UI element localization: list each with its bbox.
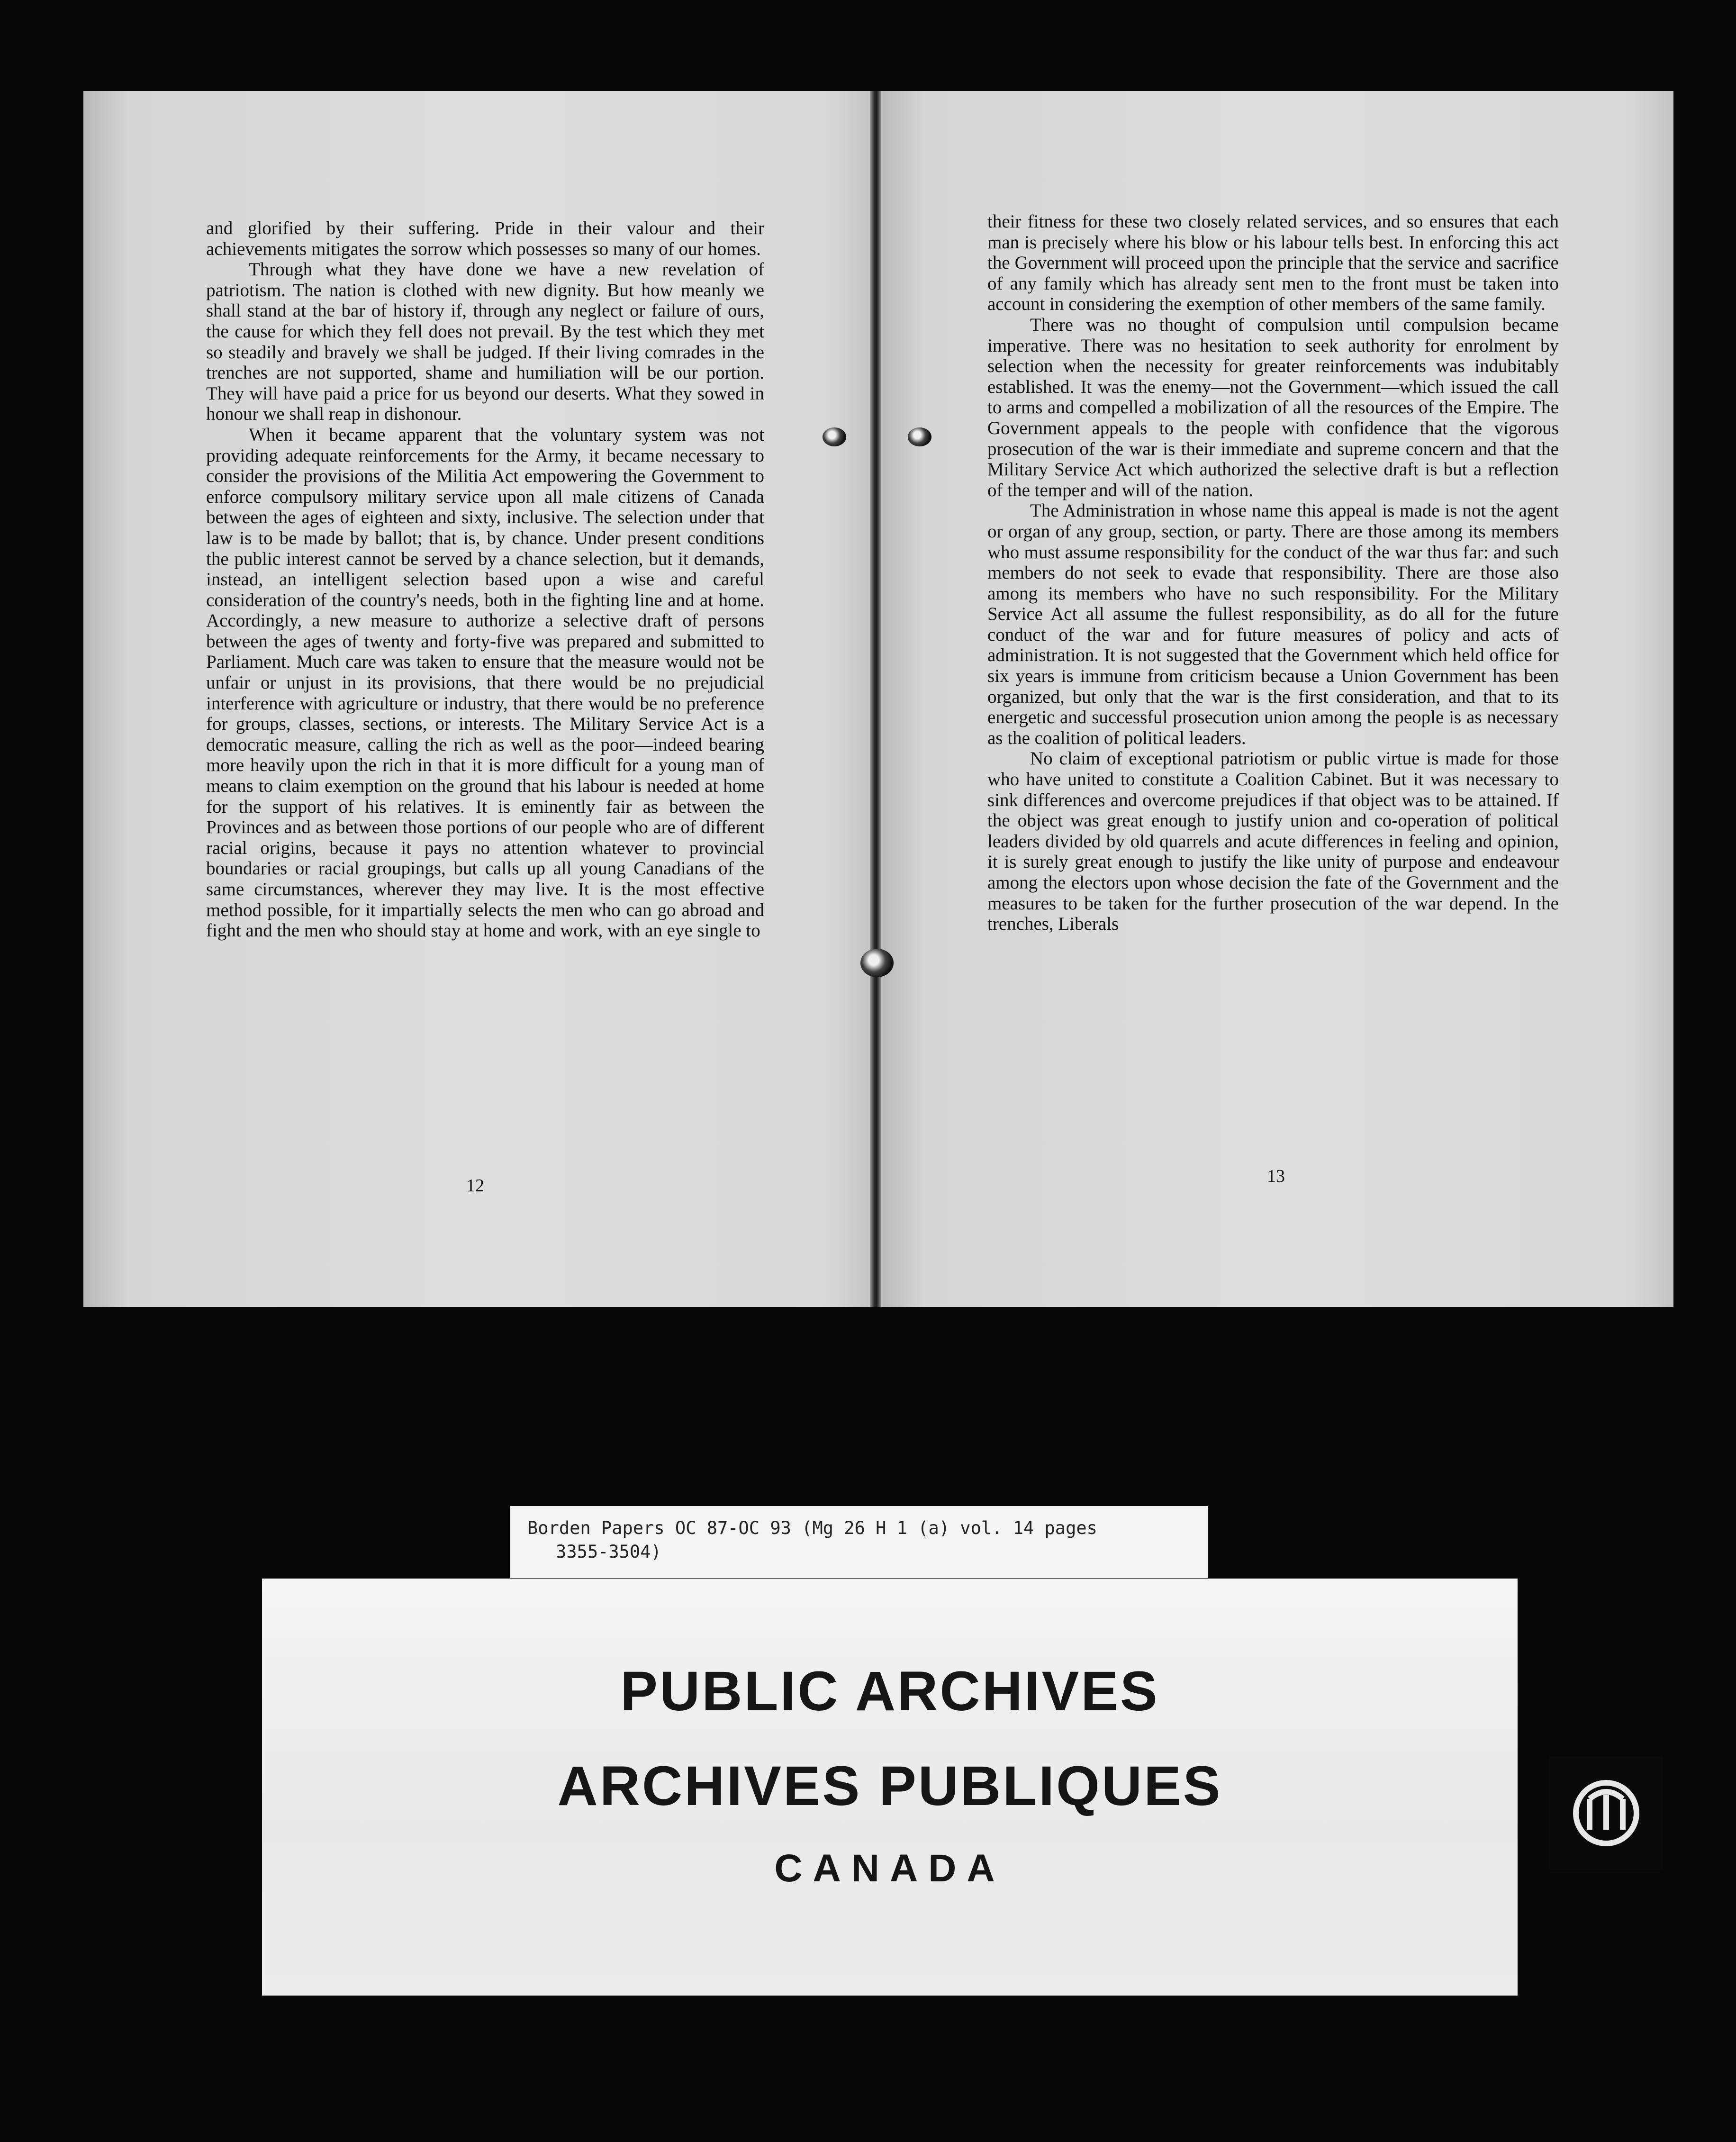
- microfilm-logo: [1549, 1756, 1663, 1870]
- right-page: [878, 91, 1673, 1307]
- paragraph: their fitness for these two closely related services, and so ensures that each man is precisely where his blow or his labour tells best. In enforcing this act the Government will proceed upon the principle that the service and sacrifice of any family which has already sent men to the front must be taken into account in considering the exemption of other members of the same family.: [987, 211, 1559, 315]
- left-page: [83, 91, 872, 1307]
- page-number: 12: [466, 1176, 484, 1196]
- staple-hole-icon: [908, 427, 931, 446]
- paragraph: No claim of exceptional patriotism or public virtue is made for those who have united to constitute a Coalition Cabinet. But it was necessary to sink differences and overcome prejudices if that object was to be attained. If the object was great enough to justify union and co-operation of political leaders divided by old quarrels and acute differences in feeling and opinion, it is surely great enough to justify the like unity of purpose and endeavour among the electors upon whose decision the fate of the Government and the measures to be taken for the further prosecution of the war depend. In the trenches, Liberals: [987, 748, 1559, 935]
- paragraph: There was no thought of compulsion until compulsion became imperative. There was no hesitation to seek authority for enrolment by selection when the necessity for greater reinforcements was indubitably established. It was the enemy—not the Government—which issued the call to arms and compelled a mobilization of all the resources of the Empire. The Government appeals to the people with confidence that the vigorous prosecution of the war is their immediate and supreme concern and that the Military Service Act which authorized the selective draft is but a reflection of the temper and will of the nation.: [987, 314, 1559, 500]
- archives-card: [262, 1579, 1518, 1996]
- staple-hole-icon: [860, 949, 894, 977]
- microfilm-logo-icon: [1568, 1766, 1644, 1861]
- reference-line: Borden Papers OC 87-OC 93 (Mg 26 H 1 (a) vol. 14 pages: [527, 1518, 1097, 1538]
- page-number: 13: [1267, 1166, 1285, 1186]
- staple-hole-icon: [823, 427, 846, 446]
- book-gutter: [870, 91, 881, 1307]
- card-country: CANADA: [774, 1847, 1005, 1890]
- right-page-text: [987, 211, 1559, 935]
- paragraph: and glorified by their suffering. Pride in their valour and their achievements mitigates the sorrow which possesses so many of our homes.: [206, 218, 764, 259]
- paragraph: Through what they have done we have a new revelation of patriotism. The nation is clothed with new dignity. But how meanly we shall stand at the bar of history if, through any neglect or failure of ours, the cause for which they fell does not prevail. By the test which they met so steadily and bravely we shall be judged. If their living comrades in the trenches are not supported, shame and humiliation will be our portion. They will have paid a price for us beyond our deserts. What they sowed in honour we shall reap in dishonour.: [206, 259, 764, 425]
- reference-slip: [510, 1506, 1208, 1578]
- book-spread: [83, 91, 1673, 1307]
- card-title-english: PUBLIC ARCHIVES: [620, 1660, 1159, 1723]
- reference-line: 3355-3504): [556, 1542, 661, 1562]
- paragraph: When it became apparent that the voluntary system was not providing adequate reinforcements for the Army, it became necessary to consider the provisions of the Militia Act empowering the Government to enforce compulsory military service upon all male citizens of Canada between the ages of eighteen and sixty, inclusive. The selection under that law is to be made by ballot; that is, by chance. Under present conditions the public interest cannot be served by a chance selection, but it demands, instead, an intelligent selection based upon a wise and careful consideration of the country's needs, both in the fighting line and at home. Accordingly, a new measure to authorize a selective draft of persons between the ages of twenty and forty-five was prepared and submitted to Parliament. Much care was taken to ensure that the measure would not be unfair or unjust in its provisions, that there would be no prejudicial interference with agriculture or industry, that there would be no preference for groups, classes, sections, or interests. The Military Service Act is a democratic measure, calling the rich as well as the poor—indeed bearing more heavily upon the rich in that it is more difficult for a young man of means to claim exemption on the ground that his labour is needed at home for the support of his relatives. It is eminently fair as between the Provinces and as between those portions of our people who are of different racial origins, because it pays no attention whatever to provincial boundaries or racial groupings, but calls up all young Canadians of the same circumstances, wherever they may live. It is the most effective method possible, for it impartially selects the men who can go abroad and fight and the men who should stay at home and work, with an eye single to: [206, 424, 764, 941]
- card-title-french: ARCHIVES PUBLIQUES: [557, 1755, 1222, 1817]
- paragraph: The Administration in whose name this appeal is made is not the agent or organ of any group, section, or party. There are those among its members who must assume responsibility for the conduct of the war thus far: and such members do not seek to evade that responsibility. There are those also among its members who have no such responsibility. For the Military Service Act all assume the fullest responsibility, as do all for the future conduct of the war and for future measures of policy and acts of administration. It is not suggested that the Government which held office for six years is immune from criticism because a Union Government has been organized, but only that the war is the first consideration, and that to its energetic and successful prosecution union among the people is as necessary as the coalition of political leaders.: [987, 500, 1559, 748]
- left-page-text: [206, 218, 764, 941]
